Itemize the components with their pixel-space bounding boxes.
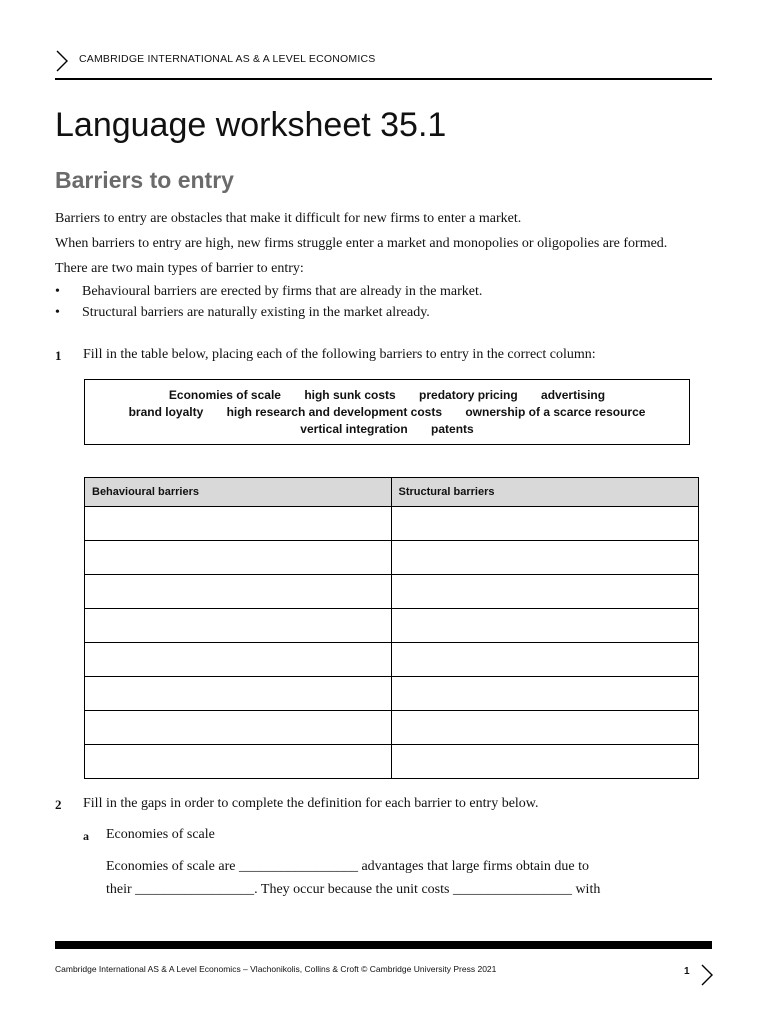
answer-cell[interactable] [391, 643, 699, 677]
word-bank-box [84, 379, 690, 445]
intro-paragraph-2: When barriers to entry are high, new firms struggle enter a market and monopolies or oligopolies are formed. [55, 236, 668, 251]
word-bank-term: Economies of scale [168, 388, 281, 402]
page-subtitle: Barriers to entry [55, 167, 234, 193]
word-bank-term: vertical integration [300, 422, 408, 436]
intro-paragraph-1: Barriers to entry are obstacles that make it difficult for new firms to enter a market. [55, 211, 522, 226]
page-title: Language worksheet 35.1 [55, 106, 447, 144]
table-row [85, 643, 699, 677]
answer-cell[interactable] [85, 677, 392, 711]
page-header [55, 48, 712, 80]
footer-copyright: Cambridge International AS & A Level Economics – Vlachonikolis, Collins & Croft © Cambridge University Press 2021 [55, 964, 497, 974]
column-header-behavioural: Behavioural barriers [85, 478, 392, 507]
barriers-table [84, 477, 699, 779]
table-row [85, 745, 699, 779]
word-bank-term: predatory pricing [419, 388, 518, 402]
table-row [85, 711, 699, 745]
word-bank-term: brand loyalty [128, 405, 204, 419]
answer-cell[interactable] [85, 711, 392, 745]
page-number: 1 [684, 966, 690, 977]
chevron-right-icon [55, 50, 69, 72]
question-1-number: 1 [55, 348, 62, 363]
answer-cell[interactable] [391, 677, 699, 711]
table-row [85, 541, 699, 575]
answer-cell[interactable] [85, 643, 392, 677]
bullet-icon: • [55, 284, 60, 299]
table-row [85, 507, 699, 541]
chevron-right-icon [700, 964, 714, 986]
word-bank-term: high research and development costs [226, 405, 442, 419]
question-2a-letter: a [83, 829, 89, 843]
answer-cell[interactable] [391, 711, 699, 745]
intro-paragraph-3: There are two main types of barrier to entry: [55, 261, 304, 276]
word-bank-term: ownership of a scarce resource [465, 405, 646, 419]
answer-cell[interactable] [391, 541, 699, 575]
answer-cell[interactable] [391, 507, 699, 541]
word-bank-line [85, 405, 689, 419]
word-bank-term: high sunk costs [304, 388, 396, 402]
footer-divider [55, 941, 712, 949]
question-1-text: Fill in the table below, placing each of the following barriers to entry in the correct column: [83, 347, 596, 362]
answer-cell[interactable] [85, 745, 392, 779]
word-bank-line [85, 388, 689, 402]
word-bank-term: patents [431, 422, 474, 436]
gap-fill-line[interactable]: Economies of scale are _________________ advantages that large firms obtain due to [106, 859, 589, 874]
gap-fill-line[interactable]: their _________________. They occur because the unit costs _________________ with [106, 882, 601, 897]
header-title: CAMBRIDGE INTERNATIONAL AS & A LEVEL ECONOMICS [79, 53, 376, 65]
answer-cell[interactable] [391, 575, 699, 609]
answer-cell[interactable] [391, 745, 699, 779]
question-2-text: Fill in the gaps in order to complete the definition for each barrier to entry below. [83, 796, 539, 811]
table-row [85, 609, 699, 643]
question-2-number: 2 [55, 797, 62, 812]
answer-cell[interactable] [85, 507, 392, 541]
table-header-row [85, 478, 699, 507]
word-bank-term: advertising [541, 388, 606, 402]
bullet-icon: • [55, 305, 60, 320]
word-bank-line [85, 422, 689, 436]
answer-cell[interactable] [85, 575, 392, 609]
column-header-structural: Structural barriers [391, 478, 699, 507]
table-row [85, 575, 699, 609]
table-row [85, 677, 699, 711]
answer-cell[interactable] [391, 609, 699, 643]
answer-cell[interactable] [85, 541, 392, 575]
question-2a-heading: Economies of scale [106, 827, 215, 842]
answer-cell[interactable] [85, 609, 392, 643]
